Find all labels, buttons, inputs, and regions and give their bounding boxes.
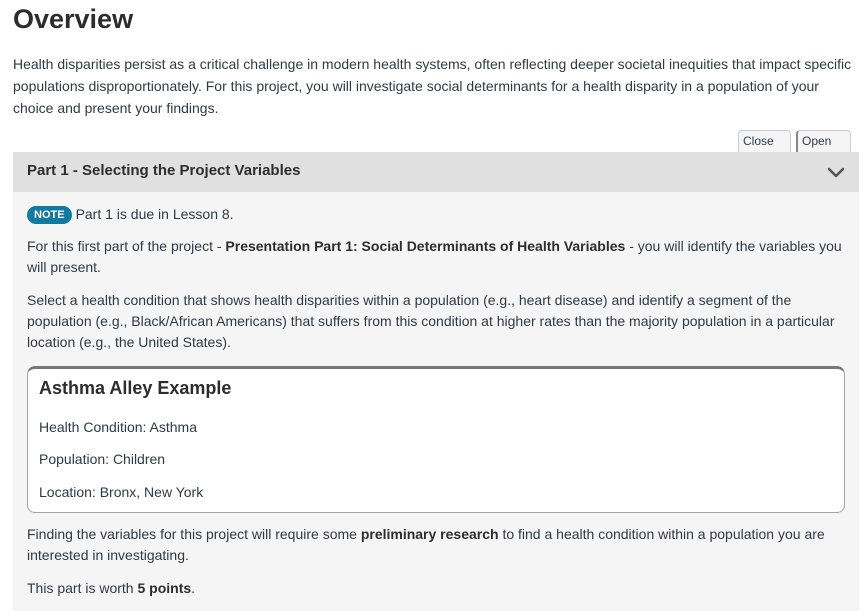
p3-text-end: to find a health condition within a population you are interested in investigating.	[27, 526, 825, 563]
p4-bold: 5 points	[137, 580, 192, 596]
p4-text: This part is worth	[27, 580, 138, 596]
section-title: Part 1 - Selecting the Project Variables	[27, 162, 301, 179]
page-title: Overview	[13, 4, 134, 34]
p1-text-end: - you will identify the variables you will present.	[27, 238, 842, 275]
paragraph-intro	[27, 236, 847, 278]
p3-text: Finding the variables for this project will require some	[27, 526, 361, 542]
paragraph-research	[27, 524, 847, 566]
open-all-button[interactable]: Open	[796, 130, 851, 152]
example-location: Location: Bronx, New York	[39, 484, 204, 500]
note-badge: NOTE	[27, 206, 72, 224]
example-box	[27, 366, 845, 513]
example-condition: Health Condition: Asthma	[39, 419, 197, 435]
chevron-down-icon[interactable]	[827, 166, 845, 184]
note-text: Part 1 is due in Lesson 8.	[75, 206, 234, 222]
note-line	[27, 204, 847, 225]
accordion-section	[13, 152, 859, 611]
p1-text: For this first part of the project -	[27, 238, 226, 254]
accordion-header[interactable]	[13, 152, 859, 192]
example-title: Asthma Alley Example	[39, 378, 232, 398]
close-all-button[interactable]: Close	[738, 130, 791, 152]
intro-text: Health disparities persist as a critical challenge in modern health systems, often reflecting deeper societal inequities that impact specific populations disproportionately. For this project, you will investigate social determinants for a health disparity in a population of your choice and present your findings.	[13, 56, 852, 116]
paragraph-points	[27, 578, 847, 599]
paragraph-instructions: Select a health condition that shows health disparities within a population (e.g., heart disease) and identify a segment of the population (e.g., Black/African Americans) that suffers from this condition at higher rates than the majority population in a particular location (e.g., the United States).	[27, 292, 835, 350]
p3-bold: preliminary research	[360, 526, 499, 542]
example-population: Population: Children	[39, 451, 166, 467]
p4-text-end: .	[191, 580, 196, 596]
p1-bold: Presentation Part 1: Social Determinants of Health Variables	[225, 238, 626, 254]
